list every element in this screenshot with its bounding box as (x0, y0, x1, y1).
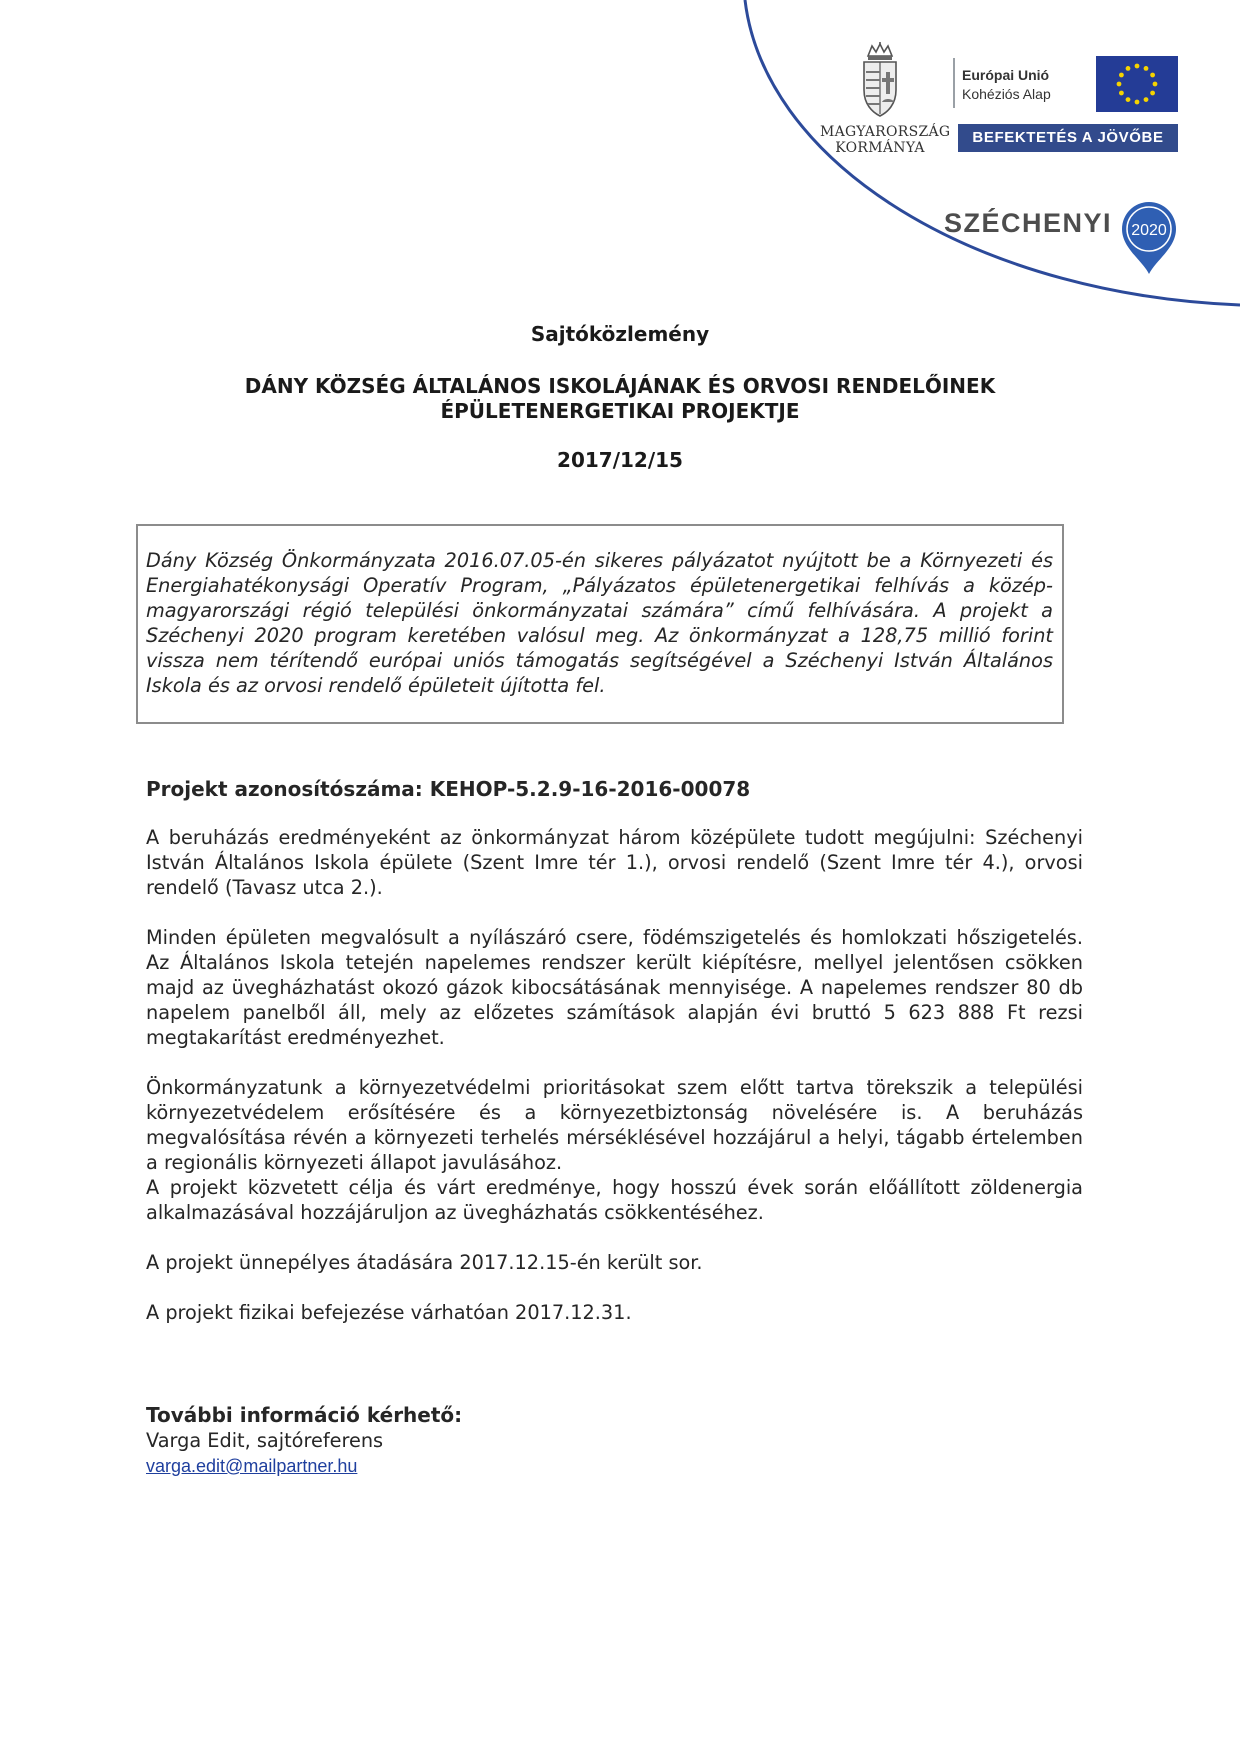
paragraph-completion: A projekt fizikai befejezése várhatóan 2017.12.31. (146, 1301, 632, 1324)
title-line-1: DÁNY KÖZSÉG ÁLTALÁNOS ISKOLÁJÁNAK ÉS ORVOSI RENDELŐINEK (244, 374, 996, 398)
eu-title: Európai Unió (962, 67, 1050, 83)
szechenyi-2020-pin-icon (1116, 196, 1182, 276)
press-release-label: Sajtóközlemény (530, 322, 710, 346)
paragraph-environment-a: Önkormányzatunk a környezetvédelmi prioritásokat szem előtt tartva törekszik a települési környezetvédelem erősítésére és a környezetbiztonság növelésére is. A beruházás megvalósítása révén a környezeti terhelés mérséklésével hozzájárul a helyi, tágabb értelemben a regionális környezeti állapot javulásához. (146, 1076, 1083, 1174)
gov-name-line2: KORMÁNYA (835, 140, 925, 156)
hungarian-government-logo (820, 42, 951, 156)
paragraph-environment-b: A projekt közvetett célja és várt eredménye, hogy hosszú évek során előállított zöldenergia alkalmazásával hozzájáruljon az üvegházhatás csökkentéséhez. (146, 1176, 1083, 1224)
contact-email-link[interactable]: varga.edit@mailpartner.hu (146, 1456, 358, 1476)
paragraph-environment (146, 1075, 1083, 1225)
release-date: 2017/12/15 (557, 448, 683, 472)
invest-slogan-bar: BEFEKTETÉS A JÖVŐBE (958, 124, 1178, 152)
coat-of-arms-icon (858, 42, 902, 118)
title-line-2: ÉPÜLETENERGETIKAI PROJEKTJE (440, 399, 800, 423)
eu-flag-icon (1096, 56, 1178, 112)
gov-name-line1: MAGYARORSZÁG (820, 124, 951, 140)
paragraph-handover: A projekt ünnepélyes átadására 2017.12.15-én került sor. (146, 1251, 703, 1274)
page-title (150, 374, 1090, 424)
logo-divider (953, 58, 955, 108)
project-id: Projekt azonosítószáma: KEHOP-5.2.9-16-2016-00078 (146, 777, 751, 801)
szechenyi-logo-text: SZÉCHENYI (944, 208, 1113, 238)
paragraph-results: A beruházás eredményeként az önkormányzat három középülete tudott megújulni: Széchenyi István Általános Iskola épülete (Szent Imre tér 1.), orvosi rendelő (Szent Imre tér 4.), orvosi rendelő (Tavasz utca 2.). (146, 826, 1083, 899)
summary-text: Dány Község Önkormányzata 2016.07.05-én sikeres pályázatot nyújtott be a Környezeti és Energiahatékonysági Operatív Program, „Pályázatos épületenergetikai felhívás a közép-magyarországi régió települési önkormányzatai számára” című felhívására. A projekt a Széchenyi 2020 program keretében valósul meg. Az önkormányzat a 128,75 millió forint vissza nem térítendő európai uniós támogatás segítségével a Széchenyi István Általános Iskola és az orvosi rendelő épületeit újította fel. (146, 549, 1053, 697)
info-label: További információ kérhető: (146, 1403, 463, 1427)
szechenyi-year: 2020 (1131, 222, 1167, 239)
eu-fund: Kohéziós Alap (962, 86, 1051, 102)
eu-label (962, 66, 1051, 104)
header-arc (0, 0, 1240, 360)
contact-name: Varga Edit, sajtóreferens (146, 1429, 384, 1452)
paragraph-works: Minden épületen megvalósult a nyílászáró csere, födémszigetelés és homlokzati hőszigetelés. Az Általános Iskola tetején napelemes rendszer került kiépítésre, mellyel jelentősen csökken majd az üvegházhatást okozó gázok kibocsátásának mennyisége. A napelemes rendszer 80 db napelem panelből áll, mely az előzetes számítások alapján évi bruttó 5 623 888 Ft rezsi megtakarítást eredményezhet. (146, 926, 1083, 1049)
